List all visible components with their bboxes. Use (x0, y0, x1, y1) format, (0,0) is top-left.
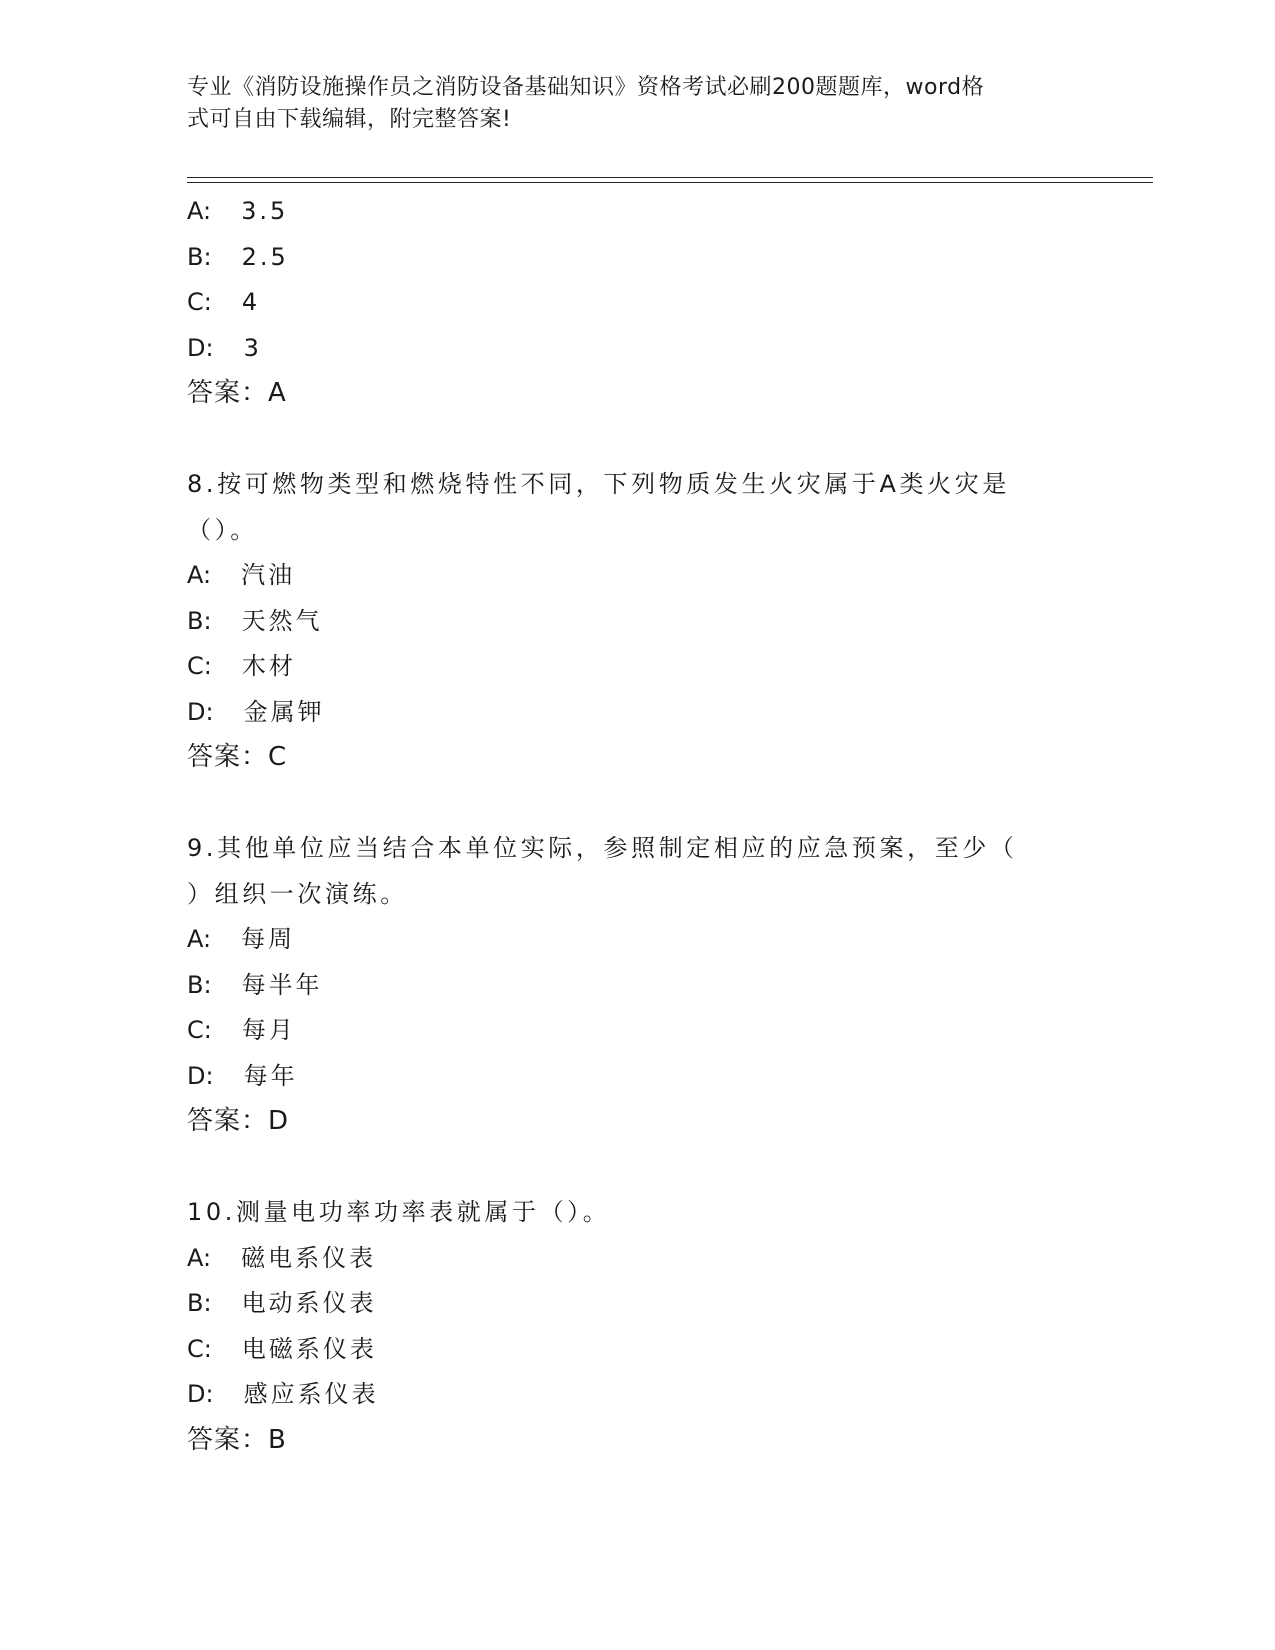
option-c: C: 电磁系仪表 (187, 1334, 377, 1363)
answer-line: 答案：B (187, 1424, 287, 1455)
header-divider-bottom (187, 182, 1153, 183)
question-10 (187, 1190, 1087, 1463)
question-title-continued: ）组织一次演练。 (187, 879, 408, 908)
option-c: C: 每月 (187, 1016, 296, 1044)
question-title-continued: （）。 (187, 515, 258, 544)
answer-line: 答案：A (187, 378, 287, 408)
question-title: 8.按可燃物类型和燃烧特性不同，下列物质发生火灾属于A类火灾是 (187, 470, 1010, 498)
option-d: D: 金属钾 (187, 697, 325, 726)
option-b: B: 电动系仪表 (187, 1289, 377, 1317)
answer-line: 答案：D (187, 1106, 290, 1136)
question-8 (187, 462, 1087, 781)
header-divider-top (187, 177, 1153, 178)
header-line-1: 专业《消防设施操作员之消防设备基础知识》资格考试必刷200题题库，word格 (187, 75, 985, 100)
question-list (187, 189, 1087, 1463)
option-b: B: 天然气 (187, 606, 323, 635)
option-d: D: 感应系仪表 (187, 1380, 379, 1408)
option-c: C: 木材 (187, 652, 296, 680)
option-a: A: 每周 (187, 925, 296, 953)
option-b: B: 每半年 (187, 970, 323, 999)
header-line-2: 式可自由下载编辑，附完整答案! (187, 107, 512, 132)
answer-line: 答案：C (187, 742, 288, 772)
option-a: A: 汽油 (187, 561, 296, 589)
option-d: D: 3 (187, 333, 262, 362)
question-9 (187, 826, 1087, 1145)
question-title: 10.测量电功率功率表就属于（）。 (187, 1198, 611, 1226)
question-7-continued (187, 189, 1087, 417)
option-d: D: 每年 (187, 1061, 298, 1090)
option-a: A: 磁电系仪表 (187, 1243, 377, 1272)
question-title: 9.其他单位应当结合本单位实际，参照制定相应的应急预案，至少（ (187, 834, 1018, 862)
document-header (187, 72, 1067, 136)
option-a: A: 3.5 (187, 197, 289, 225)
option-c: C: 4 (187, 288, 261, 316)
option-b: B: 2.5 (187, 242, 289, 271)
